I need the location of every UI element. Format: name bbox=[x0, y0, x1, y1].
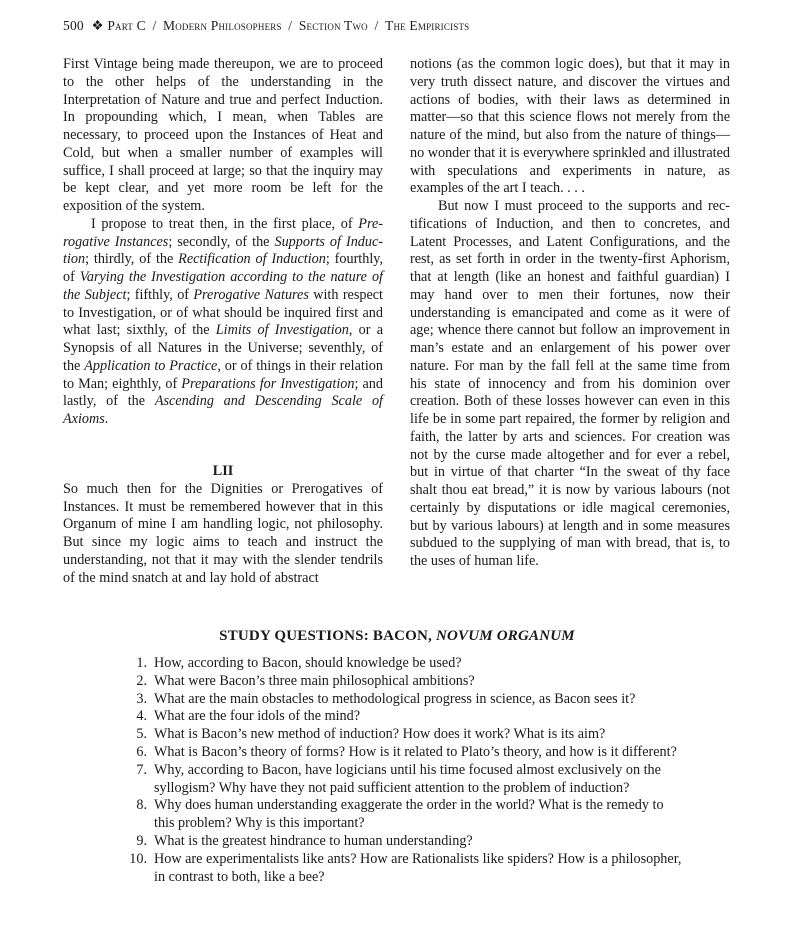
title-italic: NOVUM ORGANUM bbox=[435, 628, 575, 644]
question-number: 3. bbox=[136, 690, 147, 707]
question-number: 10. bbox=[129, 850, 147, 867]
question-number: 2. bbox=[136, 672, 147, 689]
italic-term: Supports of Induction bbox=[63, 233, 384, 268]
question-text: What are the main obstacles to methodological progress in science, as Bacon sees it? bbox=[154, 690, 636, 707]
question-item bbox=[127, 762, 687, 798]
italic-term: Varying the Investigation according to the nature of the Subject bbox=[63, 269, 383, 303]
paragraph: First Vintage being made thereupon, we are to proceed to the other helps of the understanding in the Interpretation of Nature and true and perfect Induction. In propounding which, I mean, when Tables are necessary, to proceed upon the Instances of Heat and Cold, but when a smaller number of examples will suffice, I shall proceed at large; so that the inquiry may be kept clear, and yet more room be left for the exposition of the system. bbox=[63, 56, 383, 214]
question-text: What is the greatest hindrance to human understanding? bbox=[154, 832, 473, 849]
study-questions-title bbox=[0, 628, 794, 645]
italic-term: Preparations for Investigation bbox=[181, 375, 355, 392]
question-item bbox=[127, 691, 687, 709]
question-list bbox=[127, 655, 687, 886]
italic-term: Prerogative Instances bbox=[63, 215, 383, 250]
question-number: 9. bbox=[136, 832, 147, 849]
ornament-icon: ❖ bbox=[91, 18, 104, 33]
question-number: 4. bbox=[136, 708, 147, 725]
question-item bbox=[127, 708, 687, 726]
question-item bbox=[127, 655, 687, 673]
question-number: 8. bbox=[136, 797, 147, 814]
question-item bbox=[127, 744, 687, 762]
italic-term: Ascending and Descending Scale of Axioms bbox=[63, 393, 383, 427]
left-column bbox=[63, 56, 383, 587]
question-item bbox=[127, 673, 687, 691]
page-number: 500 bbox=[63, 18, 84, 33]
running-head bbox=[63, 18, 743, 34]
text-run: ; fourthly, of bbox=[63, 251, 383, 285]
right-column bbox=[410, 56, 730, 571]
text-run: I propose to treat then, in the first place, of bbox=[91, 215, 359, 232]
text-run: , or a Synopsis of all Natures in the Universe; seventhly, of the bbox=[63, 322, 383, 374]
question-text: What is Bacon’s theory of forms? How is it related to Plato’s theory, and how is it different? bbox=[154, 743, 677, 760]
question-text: What is Bacon’s new method of induction? How does it work? What is its aim? bbox=[154, 726, 606, 743]
text-run: ; secondly, of the bbox=[168, 233, 275, 250]
question-text: Why, according to Bacon, have logicians until his time focused almost exclusively on the syllogism? Why have they not paid sufficient attention to the problem of induction? bbox=[154, 761, 661, 796]
question-number: 5. bbox=[136, 726, 147, 743]
section-label: Section Two bbox=[298, 18, 368, 33]
text-run: , or of things in their relation to Man; eighthly, of bbox=[63, 357, 383, 392]
question-number: 7. bbox=[136, 761, 147, 778]
question-item bbox=[127, 833, 687, 851]
question-text: How are experimentalists like ants? How are Rationalists like spiders? How is a philosopher, in contrast to both, like a bee? bbox=[154, 850, 682, 885]
text-run: ; thirdly, of the bbox=[85, 251, 179, 268]
question-text: What were Bacon’s three main philosophical ambitions? bbox=[154, 672, 475, 689]
question-number: 1. bbox=[136, 655, 147, 671]
paragraph: So much then for the Dignities or Prerogatives of Instances. It must be remembered however that in this Organum of mine I am handling logic, not philosophy. But since my logic aims to teach and instruct the understanding, not that it may with the slender tendrils of the mind snatch at and lay hold of abstract bbox=[63, 480, 383, 586]
title-text: STUDY QUESTIONS: BACON, bbox=[219, 628, 436, 644]
question-text: What are the four idols of the mind? bbox=[154, 708, 361, 725]
separator: / bbox=[288, 18, 293, 33]
paragraph: But now I must proceed to the supports and rectifications of Induction, and then to concretes, and Latent Processes, and Latent Configurations, and the rest, as set forth in order in the twenty-first Aphorism, that at length (like an honest and faithful guardian) I may hand over to men their fortunes, now their understanding is emancipated and come as it were of age; whence there cannot but follow an improvement in man’s estate and an enlargement of his power over nature. For man by the fall fell at the same time from his state of innocency and from his dominion over creation. Both of these losses however can even in this life be in some part repaired, the former by religion and faith, the latter by arts and sciences. For creation was not by the curse made altogether and for ever a rebel, but in virtue of that charter “In the sweat of thy face shalt thou eat bread,” it is now by various labours (not certainly by disputations or idle magical ceremonies, but by various labours) at length and in some measures subdued to the supplying of man with bread, that is, to the uses of human life. bbox=[410, 198, 730, 569]
question-text: How, according to Bacon, should knowledge be used? bbox=[154, 655, 462, 671]
part-label: Part C bbox=[107, 18, 146, 33]
italic-term: Limits of Investigation bbox=[215, 322, 349, 339]
part-title: Modern Philosophers bbox=[163, 18, 282, 33]
italic-term: Prerogative Natures bbox=[193, 286, 309, 303]
text-run: with respect to Investigation, or of what should be inquired first and what last; sixthly, of the bbox=[63, 286, 383, 339]
question-text: Why does human understanding exaggerate the order in the world? What is the remedy to this problem? Why is this important? bbox=[154, 797, 664, 832]
question-item bbox=[127, 726, 687, 744]
subsection-title: The Empiricists bbox=[385, 18, 470, 33]
question-item bbox=[127, 797, 687, 833]
question-number: 6. bbox=[136, 743, 147, 760]
separator: / bbox=[374, 18, 379, 33]
question-item bbox=[127, 851, 687, 887]
italic-term: Rectification of Induction bbox=[178, 251, 326, 268]
text-run: . bbox=[104, 411, 109, 427]
paragraph: notions (as the common logic does), but that it may in very truth dissect nature, and discover the virtues and actions of bodies, with their laws as determined in matter—so that this science flows not merely from the nature of the mind, but also from the nature of things—no wonder that it is everywhere sprinkled and illustrated with speculations and experiments in nature, as examples of the art I teach. . . . bbox=[410, 56, 730, 197]
text-run: ; and lastly, of the bbox=[63, 375, 383, 410]
study-questions bbox=[0, 628, 794, 886]
italic-term: Application to Practice bbox=[84, 357, 218, 374]
text-run: ; fifthly, of bbox=[126, 286, 194, 303]
paragraph bbox=[63, 216, 383, 429]
separator: / bbox=[152, 18, 157, 33]
section-heading: LII bbox=[212, 462, 234, 479]
